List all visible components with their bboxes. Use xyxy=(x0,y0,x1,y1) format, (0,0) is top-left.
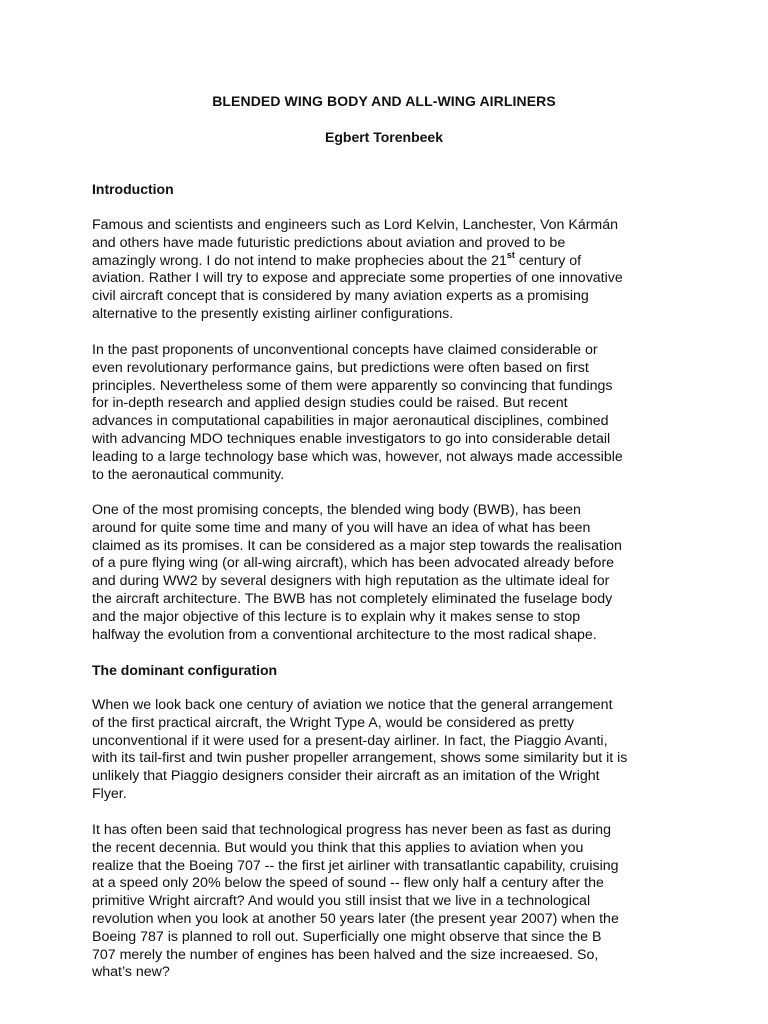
text-line: claimed as its promises. It can be considered as a major step towards the realisation xyxy=(92,537,622,554)
paragraph xyxy=(92,697,692,804)
text-line: revolution when you look at another 50 years later (the present year 2007) when the xyxy=(92,910,619,927)
text-fragment: century of xyxy=(518,252,582,269)
text-line: primitive Wright aircraft? And would you still insist that we live in a technological xyxy=(92,893,591,910)
text-line: Famous and scientists and engineers such as Lord Kelvin, Lanchester, Von Kármán xyxy=(92,217,619,233)
text-line: with its tail-first and twin pusher propeller arrangement, shows some similarity but it is xyxy=(92,750,628,767)
text-line: advances in computational capabilities in major aeronautical disciplines, combined xyxy=(92,413,609,430)
text-line: for in-depth research and applied design studies could be raised. But recent xyxy=(92,395,568,412)
text-line: When we look back one century of aviation we notice that the general arrangement xyxy=(92,697,613,713)
text-line: and the major objective of this lecture is to explain why it makes sense to stop xyxy=(92,608,581,625)
text-line: Flyer. xyxy=(92,785,127,802)
paragraph xyxy=(92,822,692,982)
paragraph xyxy=(92,217,692,324)
text-line xyxy=(92,249,692,271)
text-line: In the past proponents of unconventional concepts have claimed considerable or xyxy=(92,342,598,358)
paragraph xyxy=(92,502,692,644)
text-line: around for quite some time and many of you will have an idea of what has been xyxy=(92,519,591,536)
text-line: even revolutionary performance gains, but predictions were often based on first xyxy=(92,359,589,376)
text-line: the aircraft architecture. The BWB has not completely eliminated the fuselage body xyxy=(92,590,613,607)
text-line: with advancing MDO techniques enable investigators to go into considerable detail xyxy=(92,430,611,447)
paragraph xyxy=(92,342,692,484)
text-line: at a speed only 20% below the speed of sound -- flew only half a century after the xyxy=(92,875,604,892)
text-line: 707 merely the number of engines has been halved and the size increaesed. So, xyxy=(92,946,599,963)
text-line: of the first practical aircraft, the Wright Type A, would be considered as pretty xyxy=(92,714,575,731)
text-line: halfway the evolution from a conventional architecture to the most radical shape. xyxy=(92,626,597,643)
text-line: leading to a large technology base which was, however, not always made accessible xyxy=(92,448,623,465)
text-line: and during WW2 by several designers with high reputation as the ultimate ideal for xyxy=(92,573,610,590)
document-title: BLENDED WING BODY AND ALL-WING AIRLINERS xyxy=(212,93,556,109)
text-line: alternative to the presently existing airliner configurations. xyxy=(92,305,454,322)
text-line: civil aircraft concept that is considered by many aviation experts as a promising xyxy=(92,288,589,305)
text-line: principles. Nevertheless some of them were apparently so convincing that fundings xyxy=(92,377,613,394)
text-line: of a pure flying wing (or all-wing aircraft), which has been advocated already before xyxy=(92,555,615,572)
text-line: the recent decennia. But would you think that this applies to aviation when you xyxy=(92,839,584,856)
section-heading-dominant-configuration: The dominant configuration xyxy=(92,662,278,678)
text-line: realize that the Boeing 707 -- the first jet airliner with transatlantic capability, cruising xyxy=(92,857,619,874)
text-line: and others have made futuristic predictions about aviation and proved to be xyxy=(92,234,566,251)
text-line: to the aeronautical community. xyxy=(92,466,285,483)
document-author: Egbert Torenbeek xyxy=(325,129,443,145)
text-line: unlikely that Piaggio designers consider their aircraft as an imitation of the Wright xyxy=(92,768,600,785)
text-line: Boeing 787 is planned to roll out. Superficially one might observe that since the B xyxy=(92,928,602,945)
superscript: st xyxy=(506,249,515,260)
text-fragment: amazingly wrong. I do not intend to make prophecies about the 21 xyxy=(92,252,507,269)
text-line: aviation. Rather I will try to expose and appreciate some properties of one innovative xyxy=(92,270,623,287)
text-line: One of the most promising concepts, the blended wing body (BWB), has been xyxy=(92,502,581,518)
text-line: what’s new? xyxy=(92,964,170,981)
text-line: unconventional if it were used for a present-day airliner. In fact, the Piaggio Avanti, xyxy=(92,732,608,749)
section-heading-introduction: Introduction xyxy=(92,181,174,197)
text-line: It has often been said that technological progress has never been as fast as during xyxy=(92,822,611,838)
